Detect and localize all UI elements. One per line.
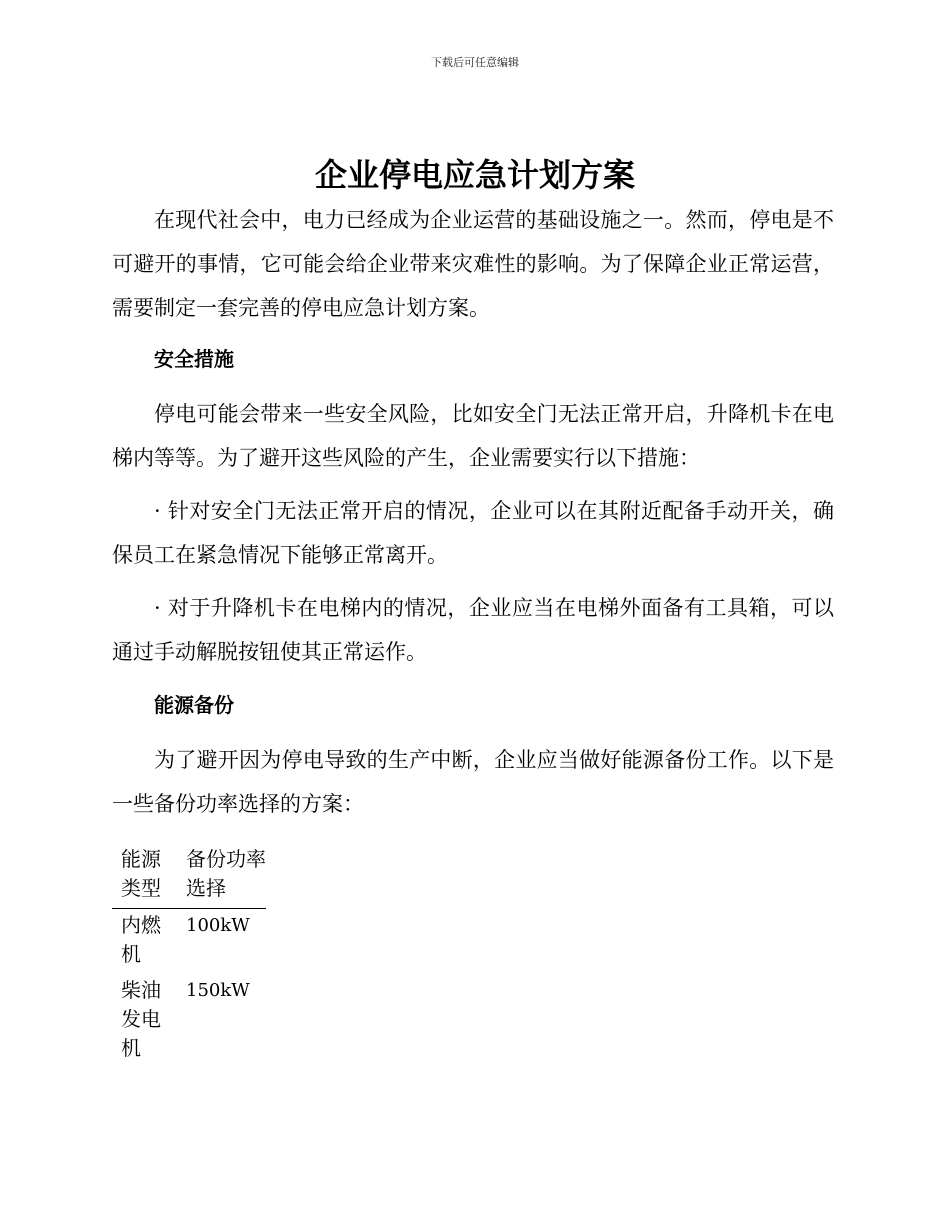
- page-header-note: 下载后可任意编辑: [431, 56, 519, 69]
- table-row: [112, 974, 266, 1068]
- section-heading-safety: 安全措施: [154, 347, 234, 371]
- backup-power-table: [112, 843, 266, 1068]
- table-cell-power: 100kW: [186, 915, 250, 936]
- intro-paragraph: 在现代社会中，电力已经成为企业运营的基础设施之一。然而，停电是不可避开的事情，它可能会给企业带来灾难性的影响。为了保障企业正常运营，需要制定一套完善的停电应急计划方案。: [112, 208, 834, 320]
- table-header-row: [112, 843, 266, 909]
- table-row: [112, 909, 266, 975]
- safety-bullet-door: · 针对安全门无法正常开启的情况，企业可以在其附近配备手动开关，确保员工在紧急情况下能够正常离开。: [112, 499, 834, 567]
- document-title: 企业停电应急计划方案: [314, 156, 635, 194]
- table-header-energy-type: 能源类型: [112, 843, 177, 909]
- table-header-backup-power: 备份功率选择: [177, 843, 266, 909]
- safety-bullet-elevator: · 对于升降机卡在电梯内的情况，企业应当在电梯外面备有工具箱，可以通过手动解脱按钮使其正常运作。: [112, 596, 834, 664]
- energy-backup-paragraph: 为了避开因为停电导致的生产中断，企业应当做好能源备份工作。以下是一些备份功率选择的方案：: [112, 748, 834, 816]
- table-cell-power: 150kW: [186, 980, 250, 1001]
- safety-paragraph: 停电可能会带来一些安全风险，比如安全门无法正常开启，升降机卡在电梯内等等。为了避开这些风险的产生，企业需要实行以下措施：: [112, 402, 834, 470]
- table-cell-energy-type: 内燃机: [121, 913, 161, 966]
- table-cell-energy-type: 柴油发电机: [121, 978, 161, 1060]
- section-heading-energy-backup: 能源备份: [154, 693, 234, 717]
